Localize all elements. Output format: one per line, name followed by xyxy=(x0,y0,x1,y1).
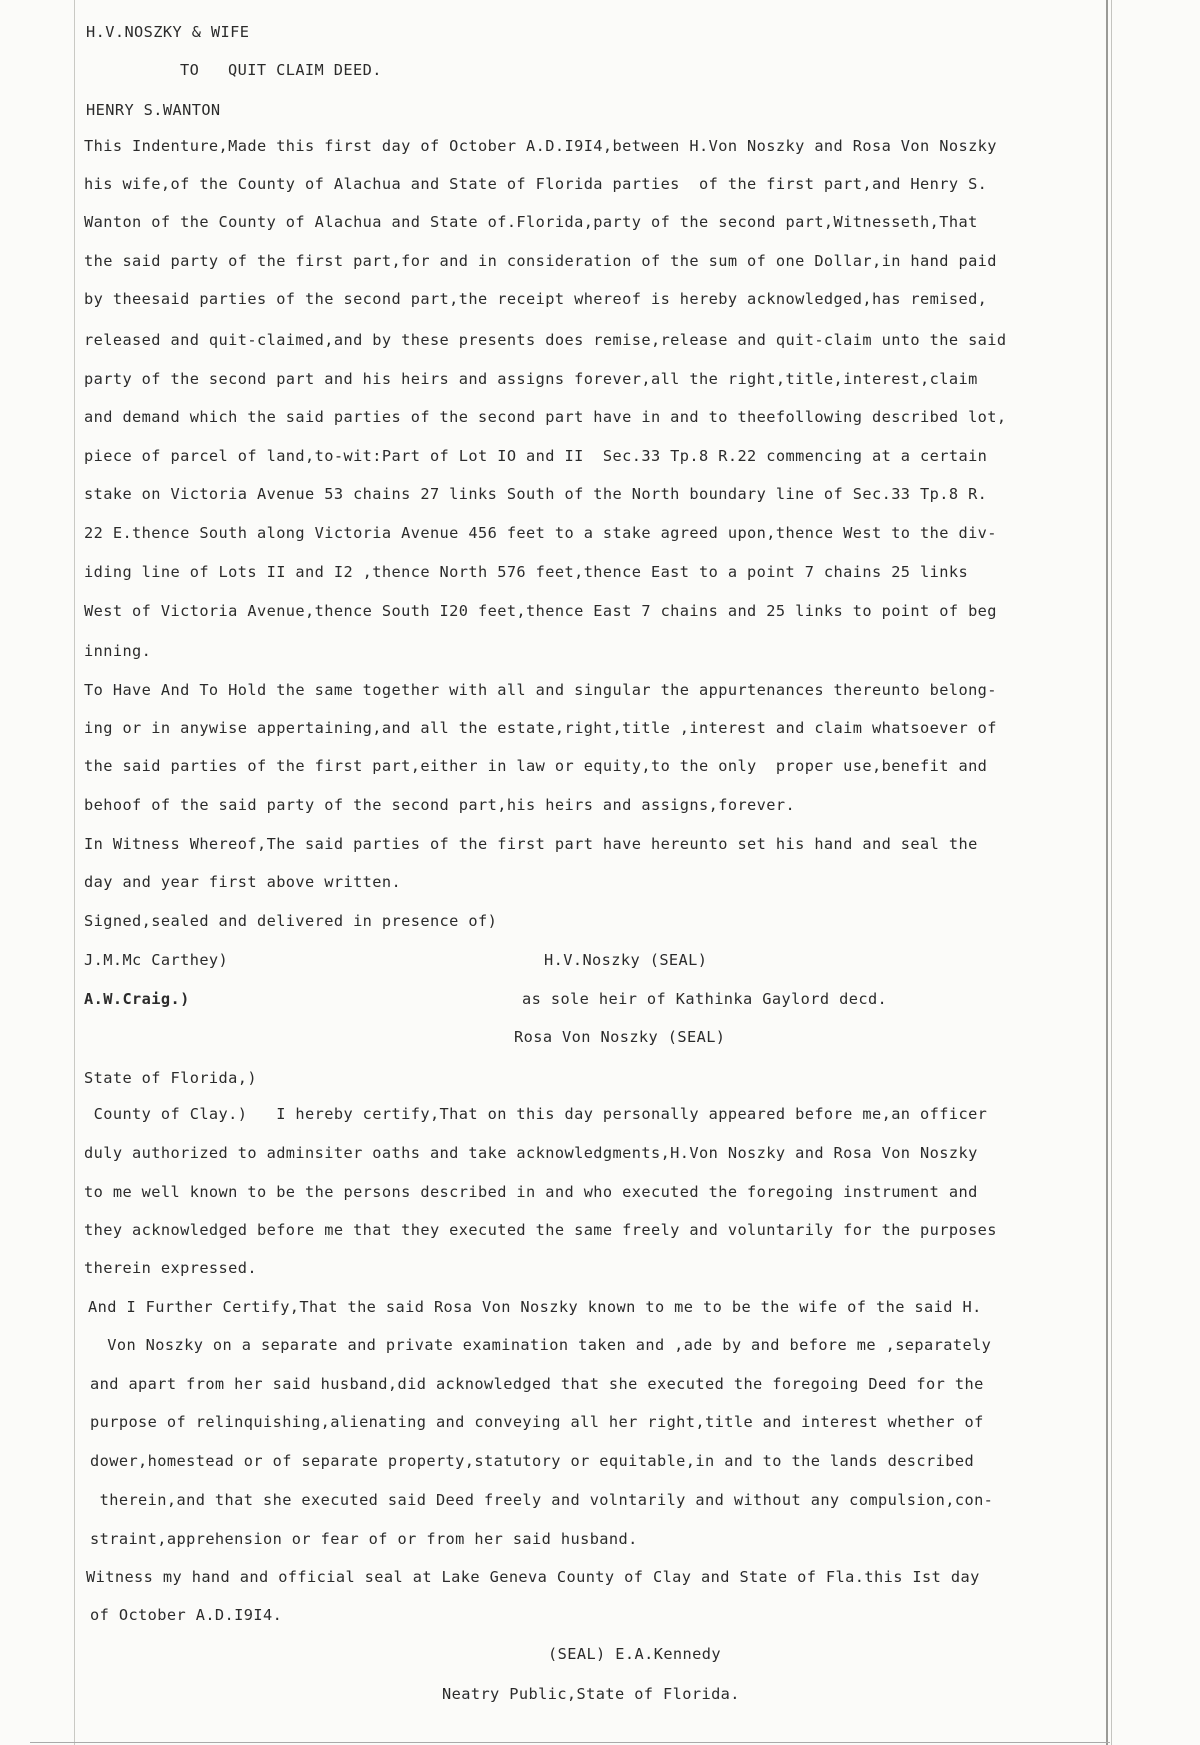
ack-line: therein,and that she executed said Deed freely and volntarily and without any compulsion,con- xyxy=(90,1491,994,1509)
ack-line: to me well known to be the persons described in and who executed the foregoing instrument and xyxy=(84,1183,978,1201)
page-bottom-edge xyxy=(30,1742,1110,1743)
body-line: behoof of the said party of the second part,his heirs and assigns,forever. xyxy=(84,796,796,814)
body-line: party of the second part and his heirs and assigns forever,all the right,title,interest,claim xyxy=(84,370,978,388)
ack-line: Von Noszky on a separate and private examination taken and ,ade by and before me ,separately xyxy=(88,1336,992,1354)
signer-1: H.V.Noszky (SEAL) xyxy=(544,951,708,969)
body-line: To Have And To Hold the same together with all and singular the appurtenances thereunto belong- xyxy=(84,681,997,699)
body-line: day and year first above written. xyxy=(84,873,402,891)
deed-type-heading: TO QUIT CLAIM DEED. xyxy=(180,61,382,79)
ack-line: State of Florida,) xyxy=(84,1069,257,1087)
body-line: In Witness Whereof,The said parties of the first part have hereunto set his hand and seal the xyxy=(84,835,978,853)
body-line: and demand which the said parties of the second part have in and to theefollowing described lot, xyxy=(84,408,1007,426)
witness-2: A.W.Craig.) xyxy=(84,990,190,1008)
body-line: piece of parcel of land,to-wit:Part of Lot IO and II Sec.33 Tp.8 R.22 commencing at a certain xyxy=(84,447,988,465)
ack-line: County of Clay.) I hereby certify,That on this day personally appeared before me,an officer xyxy=(84,1105,988,1123)
ack-line: they acknowledged before me that they executed the same freely and voluntarily for the purposes xyxy=(84,1221,997,1239)
ack-line: dower,homestead or of separate property,statutory or equitable,in and to the lands described xyxy=(90,1452,975,1470)
body-line: Wanton of the County of Alachua and State of.Florida,party of the second part,Witnesseth,That xyxy=(84,213,978,231)
ack-line: straint,apprehension or fear of or from her said husband. xyxy=(90,1530,638,1548)
body-line: the said parties of the first part,either in law or equity,to the only proper use,benefit and xyxy=(84,757,988,775)
notary-title: Neatry Public,State of Florida. xyxy=(442,1685,740,1703)
ack-line: duly authorized to adminsiter oaths and take acknowledgments,H.Von Noszky and Rosa Von Noszky xyxy=(84,1144,978,1162)
ack-line: therein expressed. xyxy=(84,1259,257,1277)
body-line: ing or in anywise appertaining,and all the estate,right,title ,interest and claim whatsoever of xyxy=(84,719,997,737)
body-line: stake on Victoria Avenue 53 chains 27 links South of the North boundary line of Sec.33 Tp.8 R. xyxy=(84,485,988,503)
body-line: released and quit-claimed,and by these presents does remise,release and quit-claim unto the said xyxy=(84,331,1007,349)
ack-line: of October A.D.I9I4. xyxy=(90,1606,283,1624)
page-right-edge xyxy=(1106,0,1108,1745)
page-right-edge-shadow xyxy=(1111,0,1112,1745)
ack-line: purpose of relinquishing,alienating and conveying all her right,title and interest whether of xyxy=(90,1413,984,1431)
body-line: Signed,sealed and delivered in presence of) xyxy=(84,912,498,930)
body-line: iding line of Lots II and I2 ,thence North 576 feet,thence East to a point 7 chains 25 links xyxy=(84,563,969,581)
ack-line: Witness my hand and official seal at Lake Geneva County of Clay and State of Fla.this Ist day xyxy=(86,1568,980,1586)
signer-1-note: as sole heir of Kathinka Gaylord decd. xyxy=(522,990,888,1008)
grantor-heading: H.V.NOSZKY & WIFE xyxy=(86,23,250,41)
notary-seal-name: (SEAL) E.A.Kennedy xyxy=(548,1645,721,1663)
body-line: West of Victoria Avenue,thence South I20 feet,thence East 7 chains and 25 links to point of beg xyxy=(84,602,997,620)
ack-line: and apart from her said husband,did acknowledged that she executed the foregoing Deed for the xyxy=(90,1375,984,1393)
body-line: This Indenture,Made this first day of October A.D.I9I4,between H.Von Noszky and Rosa Von Noszky xyxy=(84,137,997,155)
grantee-heading: HENRY S.WANTON xyxy=(86,101,221,119)
body-line: by theesaid parties of the second part,the receipt whereof is hereby acknowledged,has remised, xyxy=(84,290,988,308)
body-line: 22 E.thence South along Victoria Avenue 456 feet to a stake agreed upon,thence West to the div- xyxy=(84,524,997,542)
ack-line: And I Further Certify,That the said Rosa Von Noszky known to me to be the wife of the said H. xyxy=(88,1298,982,1316)
page-left-margin-line xyxy=(74,0,75,1745)
witness-1: J.M.Mc Carthey) xyxy=(84,951,229,969)
signer-2: Rosa Von Noszky (SEAL) xyxy=(514,1028,726,1046)
body-line: the said party of the first part,for and in consideration of the sum of one Dollar,in hand paid xyxy=(84,252,997,270)
body-line: his wife,of the County of Alachua and State of Florida parties of the first part,and Henry S. xyxy=(84,175,988,193)
body-line: inning. xyxy=(84,642,152,660)
